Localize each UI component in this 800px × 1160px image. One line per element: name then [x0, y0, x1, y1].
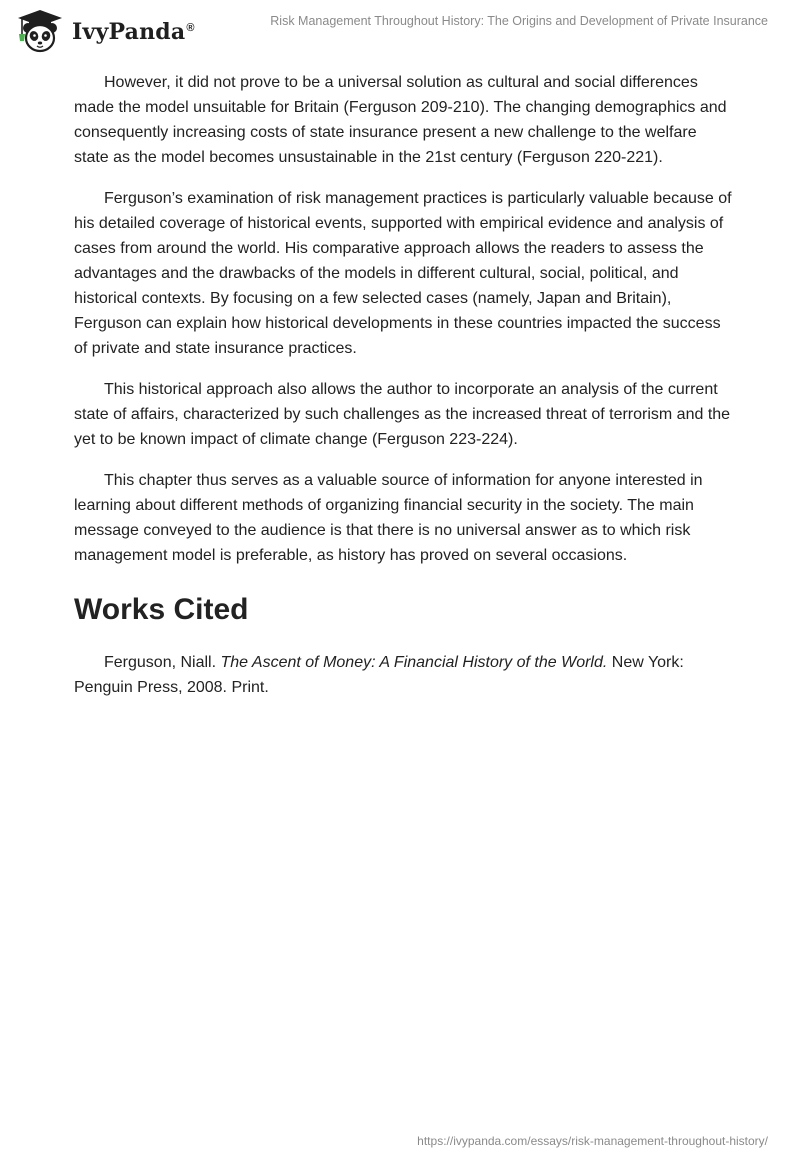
logo-text: IvyPanda — [72, 19, 186, 45]
document-title: Risk Management Throughout History: The Origins and Development of Private Insurance — [270, 14, 768, 28]
panda-graduate-icon — [14, 8, 66, 54]
works-cited-heading: Works Cited — [74, 593, 249, 626]
body-paragraph: However, it did not prove to be a universal solution as cultural and social differences made the model unsuitable for Britain (Ferguson 209-210). The changing demographics and consequently increasing costs of state insurance present a new challenge to the welfare state as the model becomes unsustainable in the 21st century (Ferguson 220-221). — [74, 74, 727, 166]
citation-author: Ferguson, Niall. — [104, 654, 217, 671]
ivypanda-logo[interactable] — [14, 8, 195, 54]
body-paragraph: Ferguson’s examination of risk management practices is particularly valuable because of his detailed coverage of historical events, supported with empirical evidence and analysis of cases from around the world. His comparative approach allows the readers to assess the advantages and the drawbacks of the models in different cultural, social, political, and historical contexts. By focusing on a few selected cases (namely, Japan and Britain), Ferguson can explain how historical developments in these countries impacted the success of private and state insurance practices. — [74, 190, 732, 357]
essay-content — [74, 70, 734, 700]
citation-entry — [74, 650, 734, 700]
page-header — [0, 0, 800, 60]
citation-publication: New York: Penguin Press, 2008. Print. — [74, 654, 684, 696]
registered-mark: ® — [186, 21, 195, 34]
source-url[interactable]: https://ivypanda.com/essays/risk-management-throughout-history/ — [417, 1134, 768, 1148]
citation-title: The Ascent of Money: A Financial History of the World. — [220, 654, 608, 671]
logo-wordmark — [72, 19, 195, 45]
body-paragraph: This chapter thus serves as a valuable source of information for anyone interested in learning about different methods of organizing financial security in the society. The main message conveyed to the audience is that there is no universal answer as to which risk management model is preferable, as history has proved on several occasions. — [74, 472, 703, 564]
body-paragraph: This historical approach also allows the author to incorporate an analysis of the current state of affairs, characterized by such challenges as the increased threat of terrorism and the yet to be known impact of climate change (Ferguson 223-224). — [74, 381, 731, 448]
